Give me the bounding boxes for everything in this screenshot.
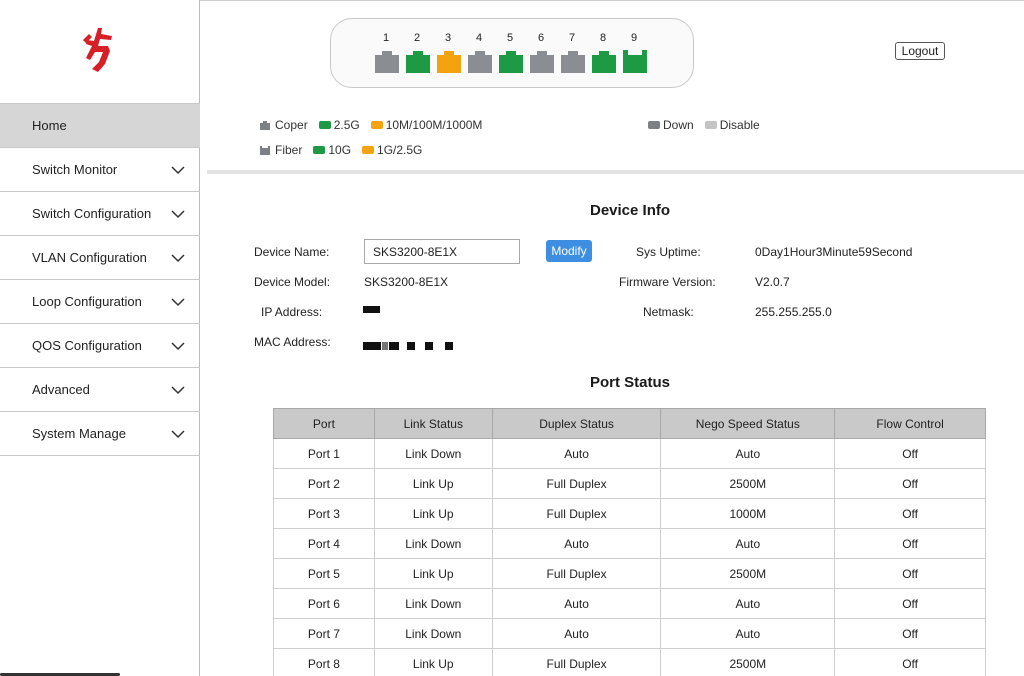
cell-flow-control: Off — [835, 469, 986, 499]
cell-link-status: Link Down — [374, 439, 492, 469]
cell-nego-speed: Auto — [661, 439, 835, 469]
cell-link-status: Link Up — [374, 469, 492, 499]
port-3[interactable] — [434, 19, 462, 89]
copper-port-icon — [405, 50, 431, 73]
port-4[interactable] — [465, 19, 493, 89]
legend-10g: 10G — [313, 143, 351, 157]
cell-nego-speed: Auto — [661, 529, 835, 559]
cell-flow-control: Off — [835, 499, 986, 529]
port-5[interactable] — [496, 19, 524, 89]
cell-flow-control: Off — [835, 529, 986, 559]
port-number: 7 — [568, 32, 576, 44]
col-nego-speed-status: Nego Speed Status — [661, 409, 835, 439]
cell-flow-control: Off — [835, 439, 986, 469]
sidebar-item-label: VLAN Configuration — [32, 250, 147, 265]
port-8[interactable] — [589, 19, 617, 89]
table-row — [274, 499, 986, 529]
device-model-value: SKS3200-8E1X — [364, 275, 449, 289]
cell-port: Port 1 — [274, 439, 375, 469]
port-2[interactable] — [403, 19, 431, 89]
cell-flow-control: Off — [835, 559, 986, 589]
top-divider — [200, 0, 1024, 4]
cell-port: Port 3 — [274, 499, 375, 529]
cell-link-status: Link Up — [374, 649, 492, 676]
chevron-down-icon — [170, 206, 186, 222]
copper-port-icon — [467, 50, 493, 73]
sidebar-item-label: Advanced — [32, 382, 90, 397]
logout-button[interactable]: Logout — [895, 42, 945, 60]
chevron-down-icon — [170, 338, 186, 354]
sidebar-item-vlan-configuration[interactable] — [0, 236, 200, 280]
table-row — [274, 559, 986, 589]
section-divider — [207, 170, 1024, 174]
col-link-status: Link Status — [374, 409, 492, 439]
mac-address-label: MAC Address: — [254, 335, 331, 349]
sys-uptime-value: 0Day1Hour3Minute59Second — [755, 245, 913, 259]
cell-port: Port 6 — [274, 589, 375, 619]
cell-duplex-status: Auto — [492, 619, 661, 649]
netmask-value: 255.255.255.0 — [755, 305, 832, 319]
cell-port: Port 8 — [274, 649, 375, 676]
port-number: 1 — [382, 32, 390, 44]
port-status-table — [273, 408, 986, 676]
sys-uptime-label: Sys Uptime: — [636, 245, 701, 259]
device-model-label: Device Model: — [254, 275, 331, 289]
copper-port-icon — [529, 50, 555, 73]
port-panel — [330, 18, 694, 88]
netmask-label: Netmask: — [643, 305, 694, 319]
cell-duplex-status: Auto — [492, 589, 661, 619]
cell-duplex-status: Full Duplex — [492, 499, 661, 529]
sidebar-item-qos-configuration[interactable] — [0, 324, 200, 368]
cell-nego-speed: 2500M — [661, 469, 835, 499]
legend-row-1-right — [648, 118, 771, 132]
chevron-down-icon — [170, 162, 186, 178]
col-port: Port — [274, 409, 375, 439]
brand-logo — [78, 24, 122, 76]
cell-link-status: Link Up — [374, 559, 492, 589]
legend-down: Down — [648, 118, 694, 132]
cell-port: Port 7 — [274, 619, 375, 649]
sidebar — [0, 0, 200, 676]
copper-port-icon — [560, 50, 586, 73]
ip-address-label: IP Address: — [261, 305, 323, 319]
cell-port: Port 2 — [274, 469, 375, 499]
chevron-down-icon — [170, 426, 186, 442]
cell-nego-speed: Auto — [661, 619, 835, 649]
copper-port-icon — [591, 50, 617, 73]
port-number: 9 — [630, 32, 638, 44]
cell-flow-control: Off — [835, 619, 986, 649]
legend-row-2 — [259, 143, 433, 157]
legend-disable: Disable — [705, 118, 760, 132]
legend-row-1 — [259, 118, 493, 132]
device-info-title: Device Info — [589, 202, 671, 219]
sidebar-item-label: Home — [32, 118, 67, 133]
legend-1g-2-5g: 1G/2.5G — [362, 143, 422, 157]
chevron-down-icon — [170, 294, 186, 310]
table-row — [274, 529, 986, 559]
col-duplex-status: Duplex Status — [492, 409, 661, 439]
device-name-label: Device Name: — [254, 245, 330, 259]
sidebar-item-label: Switch Configuration — [32, 206, 152, 221]
cell-duplex-status: Auto — [492, 439, 661, 469]
chevron-down-icon — [170, 382, 186, 398]
port-number: 5 — [506, 32, 514, 44]
sidebar-item-system-manage[interactable] — [0, 412, 200, 456]
fiber-port-icon — [622, 50, 648, 73]
cell-port: Port 4 — [274, 529, 375, 559]
copper-port-icon — [259, 120, 271, 130]
cell-duplex-status: Full Duplex — [492, 649, 661, 676]
port-7[interactable] — [558, 19, 586, 89]
port-number: 4 — [475, 32, 483, 44]
fiber-port-icon — [259, 145, 271, 155]
cell-duplex-status: Full Duplex — [492, 469, 661, 499]
legend-2-5g: 2.5G — [319, 118, 360, 132]
cell-duplex-status: Auto — [492, 529, 661, 559]
sidebar-item-home[interactable] — [0, 104, 200, 148]
table-row — [274, 439, 986, 469]
chevron-down-icon — [170, 250, 186, 266]
port-number: 6 — [537, 32, 545, 44]
cell-nego-speed: Auto — [661, 589, 835, 619]
copper-port-icon — [498, 50, 524, 73]
legend-10m-100m-1000m: 10M/100M/1000M — [371, 118, 483, 132]
sidebar-item-switch-monitor[interactable] — [0, 148, 200, 192]
copper-port-icon — [374, 50, 400, 73]
table-row — [274, 649, 986, 676]
table-row — [274, 469, 986, 499]
port-6[interactable] — [527, 19, 555, 89]
sidebar-item-label: Loop Configuration — [32, 294, 142, 309]
cell-flow-control: Off — [835, 649, 986, 676]
port-number: 2 — [413, 32, 421, 44]
sidebar-item-label: System Manage — [32, 426, 126, 441]
cell-link-status: Link Down — [374, 529, 492, 559]
firmware-version-value: V2.0.7 — [755, 275, 790, 289]
cell-link-status: Link Down — [374, 619, 492, 649]
sidebar-item-label: Switch Monitor — [32, 162, 118, 177]
cell-nego-speed: 2500M — [661, 649, 835, 676]
cell-duplex-status: Full Duplex — [492, 559, 661, 589]
table-header-row — [274, 409, 986, 439]
ip-address-redacted — [363, 306, 380, 313]
cell-link-status: Link Down — [374, 589, 492, 619]
device-name-input[interactable] — [364, 239, 520, 264]
firmware-version-label: Firmware Version: — [619, 275, 716, 289]
port-number: 3 — [444, 32, 452, 44]
port-9[interactable] — [620, 19, 648, 89]
cell-flow-control: Off — [835, 589, 986, 619]
cell-nego-speed: 2500M — [661, 559, 835, 589]
cell-link-status: Link Up — [374, 499, 492, 529]
cell-nego-speed: 1000M — [661, 499, 835, 529]
copper-port-icon — [436, 50, 462, 73]
modify-button[interactable]: Modify — [546, 240, 592, 262]
table-row — [274, 619, 986, 649]
sidebar-nav — [0, 103, 200, 456]
col-flow-control: Flow Control — [835, 409, 986, 439]
sidebar-item-label: QOS Configuration — [32, 338, 142, 353]
port-1[interactable] — [372, 19, 400, 89]
legend-coper: Coper — [259, 118, 308, 132]
sidebar-item-switch-configuration[interactable] — [0, 192, 200, 236]
port-status-title: Port Status — [589, 374, 670, 391]
legend-fiber: Fiber — [259, 143, 302, 157]
port-number: 8 — [599, 32, 607, 44]
sidebar-item-loop-configuration[interactable] — [0, 280, 200, 324]
sidebar-item-advanced[interactable] — [0, 368, 200, 412]
cell-port: Port 5 — [274, 559, 375, 589]
table-row — [274, 589, 986, 619]
